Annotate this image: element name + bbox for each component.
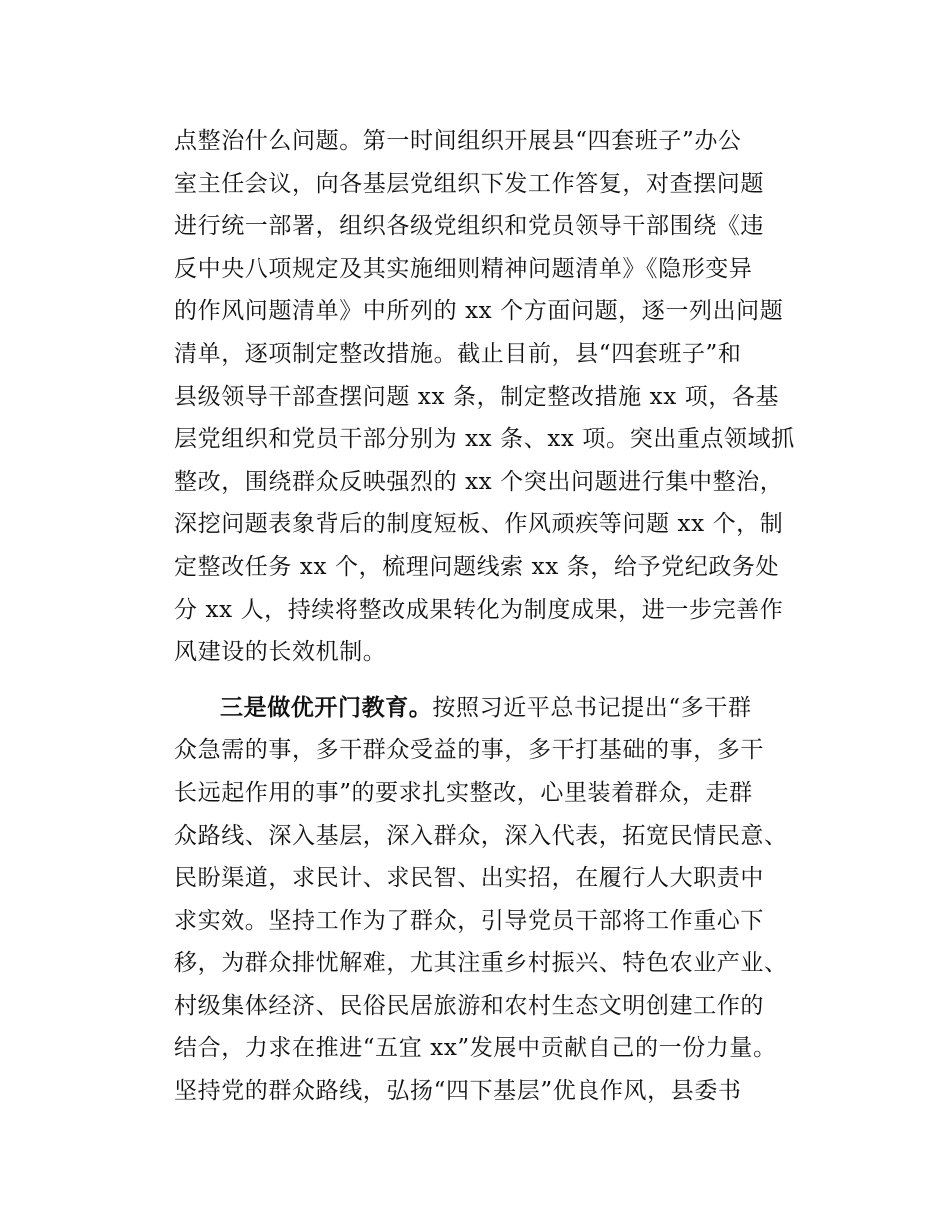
paragraph-2 <box>174 687 824 1113</box>
paragraph-gap <box>174 674 824 687</box>
text-line: 坚持党的群众路线，弘扬“四下基层”优良作风，县委书 <box>174 1078 742 1105</box>
text-line: 县级领导干部查摆问题 xx 条，制定整改措施 xx 项，各基 <box>174 383 780 410</box>
text-line: 结合，力求在推进“五宜 xx”发展中贡献自己的一份力量。 <box>174 1035 777 1062</box>
paragraph-heading: 三是做优开门教育。 <box>220 694 433 721</box>
text-line: 反中央八项规定及其实施细则精神问题清单》《隐形变异 <box>174 255 753 282</box>
text-segment: 按照习近平总书记提出“多干群 <box>432 694 752 721</box>
text-line: 点整治什么问题。第一时间组织开展县“四套班子”办公 <box>174 128 742 154</box>
text-line: 深挖问题表象背后的制度短板、作风顽疾等问题 xx 个，制 <box>174 511 784 538</box>
paragraph-1 <box>174 120 824 674</box>
document-body <box>174 120 824 1113</box>
text-line: 定整改任务 xx 个，梳理问题线索 xx 条，给予党纪政务处 <box>174 553 780 580</box>
text-line: 风建设的长效机制。 <box>174 639 387 666</box>
text-line: 众路线、深入基层，深入群众，深入代表，拓宽民情民意、 <box>174 822 788 849</box>
text-line: 分 xx 人，持续将整改成果转化为制度成果，进一步完善作 <box>174 596 784 623</box>
text-line: 民盼渠道，求民计、求民智、出实招，在履行人大职责中 <box>174 865 764 892</box>
text-line: 的作风问题清单》中所列的 xx 个方面问题，逐一列出问题 <box>174 298 784 325</box>
text-line: 移，为群众排忧解难，尤其注重乡村振兴、特色农业产业、 <box>174 950 788 977</box>
text-line: 室主任会议，向各基层党组织下发工作答复，对查摆问题 <box>174 170 764 197</box>
text-line: 进行统一部署，组织各级党组织和党员领导干部围绕《违 <box>174 213 764 240</box>
text-line: 整改，围绕群众反映强烈的 xx 个突出问题进行集中整治， <box>174 468 784 495</box>
paragraph-first-line <box>174 687 824 730</box>
text-line: 清单，逐项制定整改措施。截止目前，县“四套班子”和 <box>174 340 742 367</box>
text-line: 层党组织和党员干部分别为 xx 条、xx 项。突出重点领域抓 <box>174 426 795 453</box>
text-line: 众急需的事，多干群众受益的事，多干打基础的事，多干 <box>174 737 764 764</box>
text-line: 长远起作用的事”的要求扎实整改，心里装着群众，走群 <box>174 779 753 806</box>
text-line: 求实效。坚持工作为了群众，引导党员干部将工作重心下 <box>174 907 764 934</box>
text-line: 村级集体经济、民俗民居旅游和农村生态文明创建工作的 <box>174 992 764 1019</box>
